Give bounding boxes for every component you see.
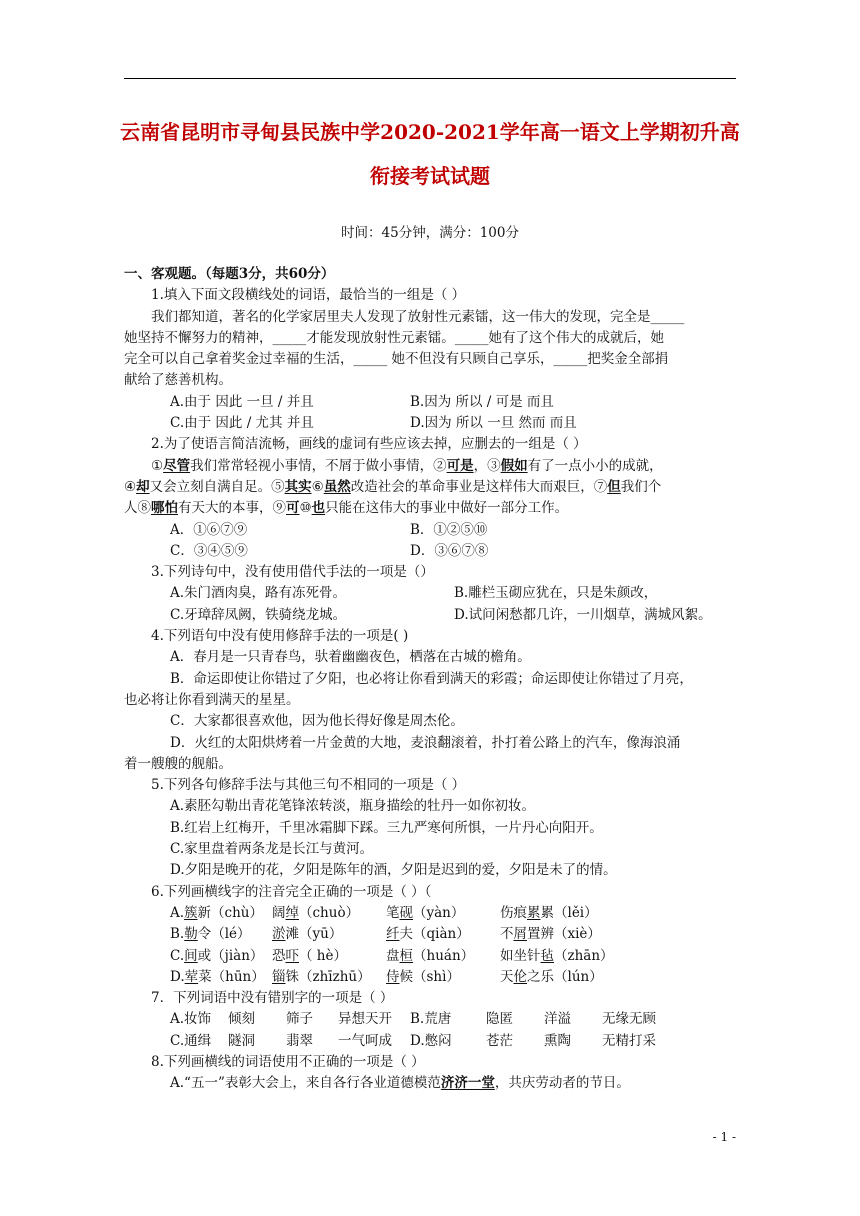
q6-underlined-char: 纤 — [386, 926, 400, 943]
q6-item: A.簇新（chù） — [170, 904, 263, 921]
q4-option-a: A．春月是一只青春鸟，驮着幽幽夜色，栖落在古城的檐角。 — [170, 649, 531, 666]
q2-underlined-word: 也 — [311, 500, 326, 517]
q6-item: 淤滩（yū） — [272, 926, 343, 943]
q7-word: 隐匿 — [486, 1011, 513, 1028]
q3-options-ab — [124, 583, 736, 604]
q2-text: ④ — [124, 478, 137, 495]
q7-word: 倾刻 — [228, 1011, 255, 1028]
q2-text: 人⑧ — [124, 500, 151, 517]
q3-options-cd — [124, 605, 736, 626]
q6-item: 不屑置辨（xiè） — [500, 926, 601, 943]
q5-stem: 5.下列各句修辞手法与其他三句不相同的一项是（ ） — [151, 777, 466, 794]
q6-item: C.间或（jiàn） — [170, 947, 264, 964]
q7-word: 隧洞 — [228, 1032, 255, 1049]
q6-item: 天伦之乐（lún） — [500, 968, 603, 985]
q6-underlined-char: 荤 — [184, 968, 199, 985]
q7-row-cd — [124, 1031, 736, 1052]
q2-passage — [124, 498, 736, 519]
q3-option-c: C.牙璋辞凤阙，铁骑绕龙城。 — [170, 606, 347, 623]
q6-row-a — [124, 903, 736, 924]
q6-underlined-char: 桓 — [399, 947, 413, 964]
q6-item: 纤夫（qiàn） — [386, 926, 470, 943]
q6-item: 如坐针毡（zhān） — [500, 947, 614, 964]
q6-item: 伤痕累累（lěi） — [500, 904, 598, 921]
page-number: - 1 - — [712, 1130, 736, 1144]
q6-row-b — [124, 924, 736, 945]
q2-stem: 2.为了使语言简洁流畅，画线的虚词有些应该去掉，应删去的一组是（ ） — [151, 436, 587, 453]
q8-option-a — [124, 1073, 736, 1094]
q2-text: 有天大的本事，⑨ — [178, 500, 286, 517]
q6-item: B.勒令（lé） — [170, 926, 251, 943]
exam-meta: 时间：45分钟，满分：100分 — [341, 225, 519, 241]
q2-option-b: B．①②⑤⑩ — [410, 521, 488, 538]
q7-word: 无精打采 — [602, 1032, 656, 1049]
q7-word: 异想天开 — [338, 1011, 392, 1028]
q2-underlined-word: 其实 — [284, 478, 312, 495]
q1-option-c: C.由于 因此 / 尤其 并且 — [170, 415, 314, 432]
q7-word: B.荒唐 — [410, 1011, 452, 1028]
exam-title-line1: 云南省昆明市寻甸县民族中学2020-2021学年高一语文上学期初升高 — [120, 120, 740, 144]
q3-option-b: B.雕栏玉砌应犹在，只是朱颜改， — [454, 585, 658, 602]
q6-item: 恐吓（ hè） — [272, 947, 347, 964]
q2-text: ⑥ — [311, 478, 324, 495]
q7-word: C.通缉 — [170, 1032, 212, 1049]
q6-item: 锱铢（zhīzhū） — [272, 968, 371, 985]
q6-underlined-char: 砚 — [399, 904, 413, 921]
q2-underlined-word: 可 — [286, 500, 300, 517]
q2-underlined-word: 却 — [136, 478, 150, 495]
q2-options-ab — [124, 520, 736, 541]
q4-option-d-cont: 着一艘艘的舰船。 — [124, 755, 232, 772]
q2-text: ① — [151, 457, 164, 474]
q6-underlined-char: 勒 — [184, 926, 198, 943]
q8-text: ，共庆劳动者的节日。 — [494, 1075, 630, 1092]
q7-stem: 7．下列词语中没有错别字的一项是（ ） — [151, 990, 394, 1007]
q1-passage: 献给了慈善机构。 — [124, 372, 232, 389]
q7-word: 翡翠 — [286, 1032, 313, 1049]
q2-passage — [124, 477, 736, 498]
q6-underlined-char: 淤 — [272, 926, 286, 943]
q8-stem: 8.下列画横线的词语使用不正确的一项是（ ） — [151, 1053, 425, 1070]
q2-text: 又会立刻自满自足。⑤ — [149, 478, 285, 495]
q2-underlined-word: 虽然 — [323, 478, 351, 495]
q7-word: 熏陶 — [544, 1032, 571, 1049]
q2-option-a: A．①⑥⑦⑨ — [170, 521, 248, 538]
q1-passage: 我们都知道，著名的化学家居里夫人发现了放射性元素镭，这一伟大的发现，完全是_____ — [151, 308, 685, 325]
q2-underlined-word: 尽管 — [163, 457, 191, 474]
q1-options-cd — [124, 413, 736, 434]
q2-text: 我们常常轻视小事情，不屑于做小事情，② — [190, 457, 447, 474]
q6-row-d — [124, 967, 736, 988]
q6-underlined-char: 侍 — [386, 968, 400, 985]
q7-word: 洋溢 — [544, 1011, 571, 1028]
q6-item: 盘桓（huán） — [386, 947, 475, 964]
q2-text: 改造社会的革命事业是这样伟大而艰巨，⑦ — [350, 478, 608, 495]
q7-word: A.妆饰 — [170, 1011, 212, 1028]
q1-passage: 她坚持不懈努力的精神，_____才能发现放射性元素镭。_____她有了这个伟大的成就后，她 — [124, 329, 664, 346]
q6-item: 笔砚（yàn） — [386, 904, 465, 921]
q5-option-c: C.家里盘着两条龙是长江与黄河。 — [170, 841, 374, 858]
q2-underlined-word: 哪怕 — [151, 500, 178, 517]
q4-option-d: D．火红的太阳烘烤着一片金黄的大地，麦浪翻滚着，扑打着公路上的汽车，像海浪涌 — [170, 734, 681, 751]
q4-option-c: C．大家都很喜欢他，因为他长得好像是周杰伦。 — [170, 713, 464, 730]
q2-underlined-word: 可是 — [446, 457, 474, 474]
q1-stem: 1.填入下面文段横线处的词语，最恰当的一组是（ ） — [151, 287, 466, 304]
q1-options-ab — [124, 392, 736, 413]
q2-option-c: C．③④⑤⑨ — [170, 542, 248, 559]
q1-option-a: A.由于 因此 一旦 / 并且 — [170, 393, 314, 410]
q6-underlined-char: 绰 — [285, 904, 299, 921]
q7-word: 苍茫 — [486, 1032, 513, 1049]
q4-option-b-cont: 也必将让你看到满天的星星。 — [124, 691, 300, 708]
q6-underlined-char: 伦 — [513, 968, 527, 985]
q2-text: 有了一点小小的成就， — [527, 457, 663, 474]
q6-item: 侍候（shì） — [386, 968, 460, 985]
q6-item: 阔绰（chuò） — [272, 904, 360, 921]
exam-title-line2: 衔接考试试题 — [370, 164, 490, 188]
q4-option-b: B．命运即使让你错过了夕阳，也必将让你看到满天的彩霞；命运即使让你错过了月亮， — [170, 670, 693, 687]
q6-underlined-char: 毡 — [540, 947, 554, 964]
q2-underlined-word: 假如 — [500, 457, 528, 474]
q1-option-d: D.因为 所以 一旦 然而 而且 — [410, 415, 577, 432]
q3-stem: 3.下列诗句中，没有使用借代手法的一项是（） — [151, 564, 434, 581]
q2-passage — [124, 456, 736, 477]
q5-option-d: D.夕阳是晚开的花，夕阳是陈年的酒，夕阳是迟到的爱，夕阳是未了的情。 — [170, 862, 617, 879]
q7-word: D.憋闷 — [410, 1032, 452, 1049]
q7-word: 一气呵成 — [338, 1032, 392, 1049]
q6-underlined-char: 锱 — [272, 968, 286, 985]
section-heading: 一、客观题。（每题3分，共60分） — [124, 266, 335, 282]
q2-text: 我们个 — [620, 478, 662, 495]
q6-underlined-char: 簇 — [184, 904, 198, 921]
q2-options-cd — [124, 541, 736, 562]
q7-word: 无缘无顾 — [602, 1011, 656, 1028]
q5-option-b: B.红岩上红梅开，千里冰霜脚下踩。三九严寒何所惧，一片丹心向阳开。 — [170, 819, 603, 836]
q2-text: ⑩ — [299, 500, 312, 517]
q5-option-a: A.素胚勾勒出青花笔锋浓转淡，瓶身描绘的牡丹一如你初妆。 — [170, 798, 536, 815]
q2-option-d: D．③⑥⑦⑧ — [410, 542, 489, 559]
q7-word: 筛子 — [286, 1011, 313, 1028]
q8-text: A.“五一”表彰大会上，来自各行各业道德模范 — [170, 1075, 441, 1092]
q6-row-c — [124, 946, 736, 967]
q2-text: 只能在这伟大的事业中做好一部分工作。 — [325, 500, 569, 517]
q6-underlined-char: 间 — [184, 947, 198, 964]
q3-option-d: D.试问闲愁都几许，一川烟草，满城风絮。 — [454, 606, 712, 623]
q6-item: D.荤菜（hūn） — [170, 968, 265, 985]
q4-stem: 4.下列语句中没有使用修辞手法的一项是( ) — [151, 628, 409, 645]
q1-passage: 完全可以自己拿着奖金过幸福的生活，_____ 她不但没有只顾自己享乐，_____把奖金全部捐 — [124, 351, 669, 368]
q6-underlined-char: 吓 — [285, 947, 299, 964]
q8-underlined-phrase: 济济一堂 — [440, 1075, 495, 1092]
exam-body — [124, 264, 736, 1095]
q1-option-b: B.因为 所以 / 可是 而且 — [410, 393, 554, 410]
q2-text: ，③ — [473, 457, 501, 474]
q7-row-ab — [124, 1009, 736, 1030]
q3-option-a: A.朱门酒肉臭，路有冻死骨。 — [170, 585, 347, 602]
header-rule — [124, 78, 736, 79]
q6-underlined-char: 屑 — [513, 926, 527, 943]
q2-underlined-word: 但 — [607, 478, 621, 495]
q6-underlined-char: 累 — [527, 904, 541, 921]
q6-stem: 6.下列画横线字的注音完全正确的一项是（ ）（ — [151, 883, 432, 900]
